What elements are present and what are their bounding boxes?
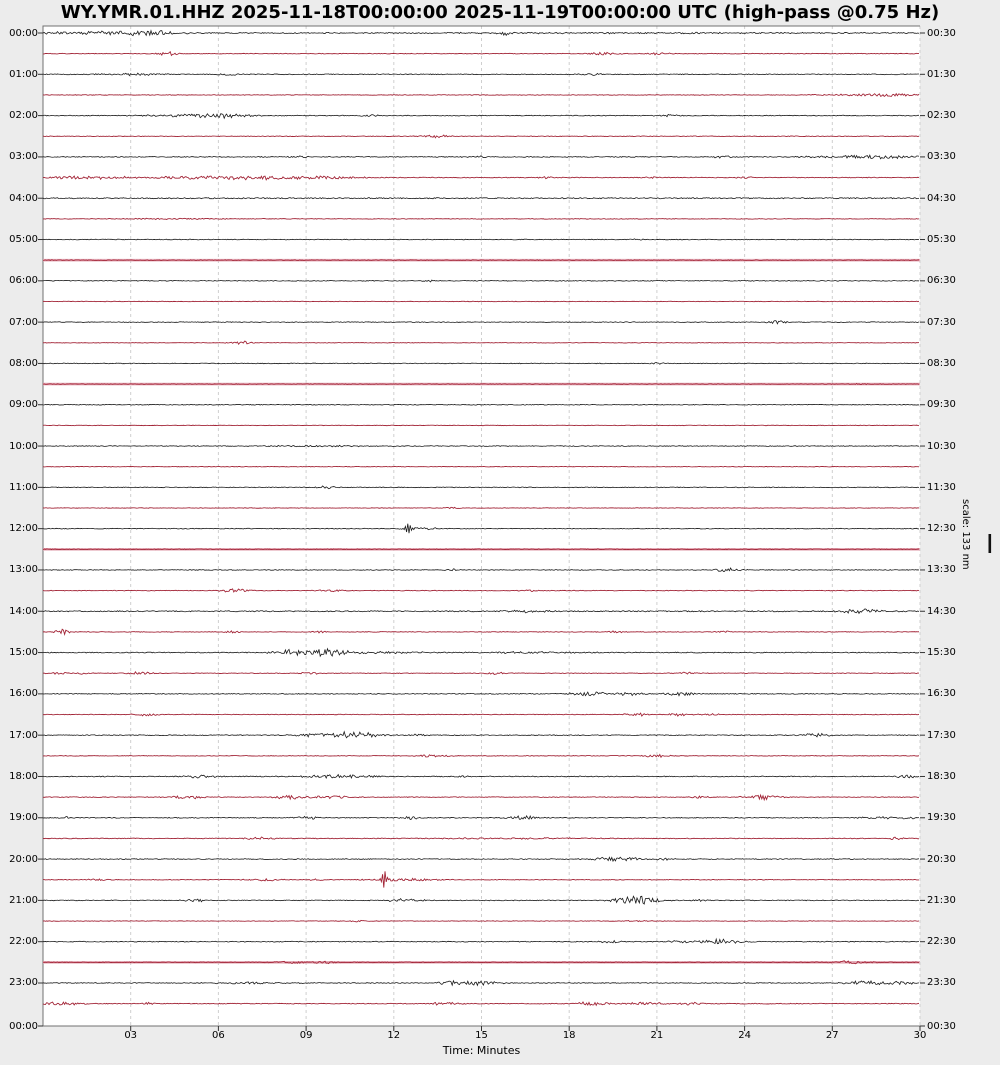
trace-line-0400 [43,198,919,199]
trace-line-1230 [43,549,919,550]
right-time-label: 07:30 [927,316,956,328]
left-time-label: 06:00 [9,275,38,287]
trace-line-1000 [43,445,919,447]
right-time-label: 11:30 [927,481,956,493]
x-tick-label: 27 [825,1030,839,1041]
right-time-label: 13:30 [927,564,956,576]
left-time-label: 00:00 [9,27,38,39]
right-time-label: 23:30 [927,977,956,989]
left-time-label: 11:00 [9,481,38,493]
trace-line-0630 [43,301,919,302]
x-tick-label: 03 [124,1030,138,1041]
right-time-label: 10:30 [927,440,956,452]
left-time-label: 23:00 [9,977,38,989]
trace-line-0730 [43,341,919,344]
right-time-label: 05:30 [927,234,956,246]
right-time-label: 04:30 [927,192,956,204]
left-time-label: 09:00 [9,399,38,411]
left-time-label: 08:00 [9,357,38,369]
right-time-label: 12:30 [927,523,956,535]
x-tick-label: 18 [562,1030,576,1041]
left-time-label: 18:00 [9,770,38,782]
trace-line-1030 [43,466,919,467]
left-time-label: 20:00 [9,853,38,865]
trace-line-1630 [43,713,919,716]
left-time-label: 03:00 [9,151,38,163]
right-time-label: 20:30 [927,853,956,865]
x-axis-title: Time: Minutes [442,1044,521,1057]
plot-title: WY.YMR.01.HHZ 2025-11-18T00:00:00 2025-11-19T00:00:00 UTC (high-pass @0.75 Hz) [60,2,940,23]
right-time-label: 00:30 [927,1020,956,1032]
left-time-label: 16:00 [9,688,38,700]
right-time-label: 06:30 [927,275,956,287]
left-time-label: 00:00 [9,1020,38,1032]
left-time-label: 12:00 [9,523,38,535]
right-time-label: 09:30 [927,399,956,411]
right-time-label: 03:30 [927,151,956,163]
trace-line-0930 [43,425,919,426]
right-time-label: 17:30 [927,729,956,741]
x-tick-label: 15 [475,1030,488,1041]
right-time-label: 22:30 [927,936,956,948]
x-tick-label: 06 [212,1030,225,1041]
right-time-label: 16:30 [927,688,956,700]
left-time-label: 13:00 [9,564,38,576]
left-time-label: 21:00 [9,894,38,906]
x-tick-label: 12 [387,1030,401,1041]
trace-line-1500 [43,649,919,656]
x-tick-label: 21 [650,1030,664,1041]
left-time-label: 15:00 [9,647,38,659]
left-time-label: 04:00 [9,192,38,204]
x-tick-label: 24 [738,1030,751,1041]
right-time-label: 01:30 [927,68,956,80]
right-time-label: 21:30 [927,894,956,906]
left-time-label: 10:00 [9,440,38,452]
x-tick-label: 30 [913,1030,927,1041]
right-time-label: 19:30 [927,812,956,824]
left-time-label: 17:00 [9,729,38,741]
right-time-label: 15:30 [927,647,956,659]
trace-line-0500 [43,239,919,240]
left-time-label: 01:00 [9,68,38,80]
trace-line-2300 [43,981,919,986]
left-time-label: 19:00 [9,812,38,824]
scale-bar [989,534,992,553]
left-time-label: 22:00 [9,936,38,948]
left-time-label: 05:00 [9,234,38,246]
left-time-label: 14:00 [9,605,38,617]
right-time-label: 00:30 [927,27,956,39]
x-tick-label: 09 [299,1030,313,1041]
right-time-label: 08:30 [927,357,956,369]
trace-line-0600 [43,280,919,282]
right-time-label: 02:30 [927,110,956,122]
left-time-label: 02:00 [9,110,38,122]
left-time-label: 07:00 [9,316,38,328]
amplitude-scale-label: scale: 133 nm [960,499,971,570]
right-time-label: 14:30 [927,605,956,617]
right-time-label: 18:30 [927,770,956,782]
